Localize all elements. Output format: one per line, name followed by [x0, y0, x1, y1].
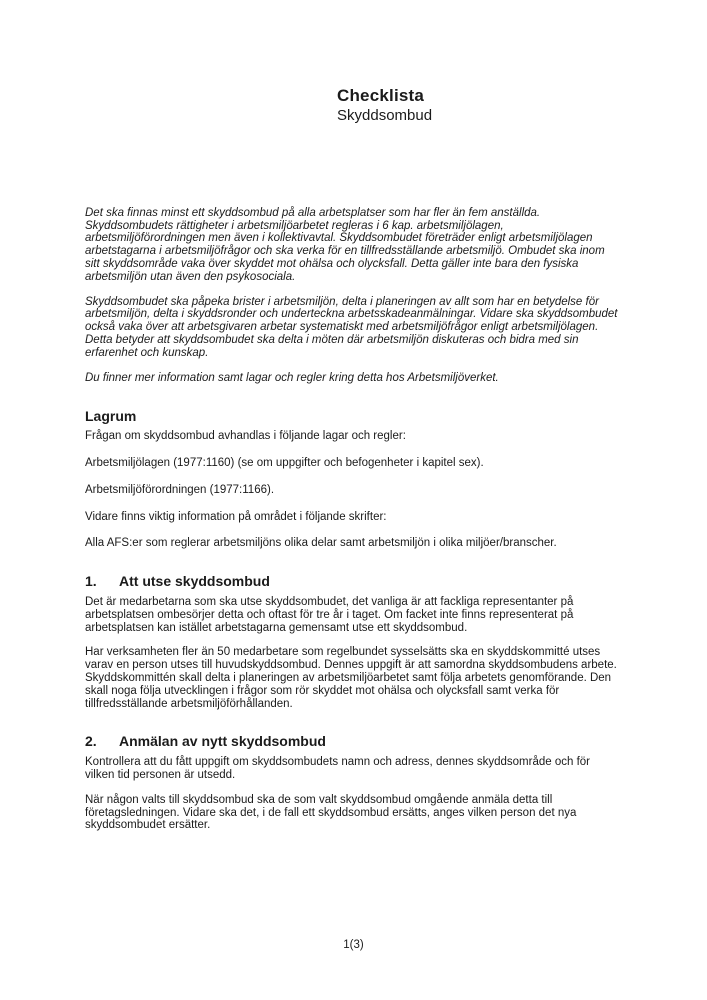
section-1-att-utse-skyddsombud: [85, 573, 622, 710]
section-2-heading: [85, 733, 622, 750]
section-2-paragraph-2: När någon valts till skyddsombud ska de som valt skyddsombud omgående anmäla detta till företagsledningen. Vidare ska det, i de fall ett skyddsombud ersätts, anges vilken person det nya skyddsombudet ersätter.: [85, 793, 577, 832]
document-title: Checklista: [337, 86, 425, 105]
lagrum-paragraph-2: Arbetsmiljölagen (1977:1160) (se om uppgifter och befogenheter i kapitel sex).: [85, 456, 484, 469]
section-1-heading: [85, 573, 622, 590]
section-1-paragraph-2: Har verksamheten fler än 50 medarbetare som regelbundet sysselsätts ska en skyddskommitté utses varav en person utses till huvudskyddsombud. Dennes uppgift är att samordna skyddsombudens arbete. Skyddskommittén skall delta i planeringen av arbetsmiljöarbetet samt följa arbetets genomförande. Den skall noga följa utvecklingen i frågor som rör skyddet mot ohälsa och olycksfall samt verka för tillfredsställande arbetsmiljöförhållanden.: [85, 646, 617, 710]
lagrum-paragraph-1: Frågan om skyddsombud avhandlas i följande lagar och regler:: [85, 430, 406, 443]
lagrum-paragraph-3: Arbetsmiljöförordningen (1977:1166).: [85, 483, 275, 496]
document-header: [337, 0, 622, 124]
lagrum-section: [85, 408, 622, 550]
section-2-number: 2.: [85, 733, 97, 750]
page-number: 1(3): [343, 939, 364, 951]
section-2-anmalan-av-nytt-skyddsombud: [85, 733, 622, 832]
intro-section: [85, 207, 622, 385]
section-2-heading-label: Anmälan av nytt skyddsombud: [119, 733, 326, 750]
lagrum-heading: Lagrum: [85, 408, 137, 425]
intro-paragraph-2: Skyddsombudet ska påpeka brister i arbetsmiljön, delta i planeringen av allt som har en betydelse för arbetsmiljön, delta i skyddsronder och underteckna arbetsskadeanmälningar. Vidare ska skyddsombudet också vaka över att arbetsgivaren arbetar systematiskt med arbetsmiljöfrågor enligt arbetsmiljölagen. Detta betyder att skyddsombudet ska delta i möten där arbetsmiljön diskuteras och bidra med sin erfarenhet och kunskap.: [85, 295, 618, 359]
lagrum-paragraph-5: Alla AFS:er som reglerar arbetsmiljöns olika delar samt arbetsmiljön i olika miljöer/branscher.: [85, 537, 557, 550]
intro-paragraph-3: Du finner mer information samt lagar och regler kring detta hos Arbetsmiljöverket.: [85, 371, 499, 384]
section-1-number: 1.: [85, 573, 97, 590]
section-1-heading-label: Att utse skyddsombud: [119, 573, 270, 590]
document-subtitle: Skyddsombud: [337, 106, 433, 124]
lagrum-paragraph-4: Vidare finns viktig information på området i följande skrifter:: [85, 510, 387, 523]
intro-paragraph-1: Det ska finnas minst ett skyddsombud på alla arbetsplatser som har fler än fem anställda. Skyddsombudets rättigheter i arbetsmiljöarbetet regleras i 6 kap. arbetsmiljölagen, arbetsmiljöförordningen men även i kollektivavtal. Skyddsombudet företräder enligt arbetsmiljölagen arbetstagarna i arbetsmiljöfrågor och ska verka för en tillfredsställande arbetsmiljö. Ombudet ska inom sitt skyddsområde vaka över skyddet mot ohälsa och olycksfall. Detta gäller inte bara den fysiska arbetsmiljön utan även den psykosociala.: [85, 206, 605, 283]
section-2-paragraph-1: Kontrollera att du fått uppgift om skyddsombudets namn och adress, dennes skyddsområde och för vilken tid personen är utsedd.: [85, 756, 591, 781]
section-1-paragraph-1: Det är medarbetarna som ska utse skyddsombudet, det vanliga är att fackliga representanter på arbetsplatsen ombesörjer detta och oftast för tre år i taget. Om facket inte finns representerat på arbetsplatsen kan istället arbetstagarna gemensamt utse ett skyddsombud.: [85, 595, 574, 634]
